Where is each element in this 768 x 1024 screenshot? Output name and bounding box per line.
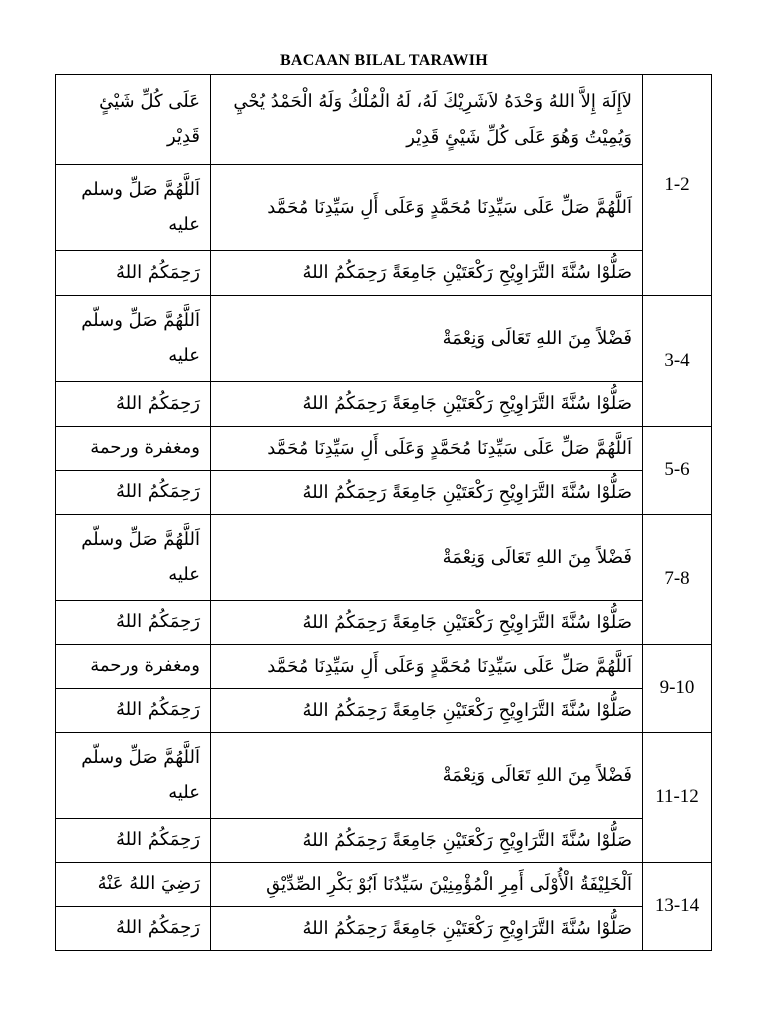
table-row bbox=[56, 689, 712, 733]
rakaat-number: 7-8 bbox=[643, 515, 712, 645]
recitation-cell: صَلُّوْا سُنَّةَ التَّرَاوِيْحِ رَكْعَتَيْنِ جَامِعَةً رَحِمَكُمُ اللهُ bbox=[211, 689, 643, 733]
table-row bbox=[56, 601, 712, 645]
table-row bbox=[56, 733, 712, 819]
recitation-cell: اَللَّهُمَّ صَلِّ عَلَى سَيِّدِنَا مُحَمَّدٍ وَعَلَى أَلِ سَيِّدِنَا مُحَمَّد bbox=[211, 165, 643, 251]
recitation-cell: صَلُّوْا سُنَّةَ التَّرَاوِيْحِ رَكْعَتَيْنِ جَامِعَةً رَحِمَكُمُ اللهُ bbox=[211, 907, 643, 951]
response-cell: رَحِمَكُمُ اللهُ bbox=[56, 819, 211, 863]
response-cell: اَللَّهُمَّ صَلِّ وسلّم عليه bbox=[56, 733, 211, 819]
response-cell: ومغفرة ورحمة bbox=[56, 427, 211, 471]
recitation-cell: صَلُّوْا سُنَّةَ التَّرَاوِيْحِ رَكْعَتَيْنِ جَامِعَةً رَحِمَكُمُ اللهُ bbox=[211, 382, 643, 427]
table-row bbox=[56, 165, 712, 251]
table-row bbox=[56, 471, 712, 515]
recitation-cell: فَضْلاً مِنَ اللهِ تَعَالَى وَنِعْمَةْ bbox=[211, 296, 643, 382]
response-cell: رَحِمَكُمُ اللهُ bbox=[56, 601, 211, 645]
table-row bbox=[56, 296, 712, 382]
response-cell: اَللَّهُمَّ صَلِّ وسلّم عليه bbox=[56, 515, 211, 601]
recitation-cell: لاَإِلَهَ إِلاَّ اللهُ وَحْدَهُ لاَشَرِيْكَ لَهُ، لَهُ الْمُلْكُ وَلَهُ الْحَمْدُ يُحْيِ وَيُمِيْتُ وَهُوَ عَلَى كُلِّ شَيْئٍ قَدِيْر bbox=[211, 75, 643, 165]
recitation-cell: فَضْلاً مِنَ اللهِ تَعَالَى وَنِعْمَةْ bbox=[211, 733, 643, 819]
recitation-cell: صَلُّوْا سُنَّةَ التَّرَاوِيْحِ رَكْعَتَيْنِ جَامِعَةً رَحِمَكُمُ اللهُ bbox=[211, 471, 643, 515]
response-cell: عَلَى كُلِّ شَيْئٍ قَدِيْر bbox=[56, 75, 211, 165]
response-cell: اَللَّهُمَّ صَلِّ وسلّم عليه bbox=[56, 296, 211, 382]
table-row bbox=[56, 863, 712, 907]
table-row bbox=[56, 907, 712, 951]
recitation-cell: اَللَّهُمَّ صَلِّ عَلَى سَيِّدِنَا مُحَمَّدٍ وَعَلَى أَلِ سَيِّدِنَا مُحَمَّد bbox=[211, 427, 643, 471]
recitation-cell: اَلْخَلِيْفَةُ الْأُوْلَى أَمِرِ الْمُؤْمِنِيْنَ سَيِّدُنَا اَبُوْ بَكْرِ الصِّدِّيْقِ bbox=[211, 863, 643, 907]
table-row bbox=[56, 75, 712, 165]
table-row bbox=[56, 251, 712, 296]
response-cell: رَضِيَ اللهُ عَنْهُ bbox=[56, 863, 211, 907]
response-cell: رَحِمَكُمُ اللهُ bbox=[56, 471, 211, 515]
table-row bbox=[56, 645, 712, 689]
response-cell: اَللَّهُمَّ صَلِّ وسلم عليه bbox=[56, 165, 211, 251]
response-cell: رَحِمَكُمُ اللهُ bbox=[56, 689, 211, 733]
table-row bbox=[56, 427, 712, 471]
recitation-cell: صَلُّوْا سُنَّةَ التَّرَاوِيْحِ رَكْعَتَيْنِ جَامِعَةً رَحِمَكُمُ اللهُ bbox=[211, 819, 643, 863]
table-row bbox=[56, 819, 712, 863]
rakaat-number: 13-14 bbox=[643, 863, 712, 951]
document-title: BACAAN BILAL TARAWIH bbox=[279, 52, 489, 69]
recitation-cell: اَللَّهُمَّ صَلِّ عَلَى سَيِّدِنَا مُحَمَّدٍ وَعَلَى أَلِ سَيِّدِنَا مُحَمَّد bbox=[211, 645, 643, 689]
recitation-cell: فَضْلاً مِنَ اللهِ تَعَالَى وَنِعْمَةْ bbox=[211, 515, 643, 601]
response-cell: رَحِمَكُمُ اللهُ bbox=[56, 907, 211, 951]
recitation-cell: صَلُّوْا سُنَّةَ التَّرَاوِيْحِ رَكْعَتَيْنِ جَامِعَةً رَحِمَكُمُ اللهُ bbox=[211, 251, 643, 296]
rakaat-number: 3-4 bbox=[643, 296, 712, 427]
rakaat-number: 9-10 bbox=[643, 645, 712, 733]
recitation-cell: صَلُّوْا سُنَّةَ التَّرَاوِيْحِ رَكْعَتَيْنِ جَامِعَةً رَحِمَكُمُ اللهُ bbox=[211, 601, 643, 645]
rakaat-number: 5-6 bbox=[643, 427, 712, 515]
tarawih-table bbox=[55, 74, 712, 951]
table-row bbox=[56, 515, 712, 601]
response-cell: رَحِمَكُمُ اللهُ bbox=[56, 382, 211, 427]
response-cell: رَحِمَكُمُ اللهُ bbox=[56, 251, 211, 296]
table-row bbox=[56, 382, 712, 427]
response-cell: ومغفرة ورحمة bbox=[56, 645, 211, 689]
rakaat-number: 11-12 bbox=[643, 733, 712, 863]
rakaat-number: 1-2 bbox=[643, 75, 712, 296]
